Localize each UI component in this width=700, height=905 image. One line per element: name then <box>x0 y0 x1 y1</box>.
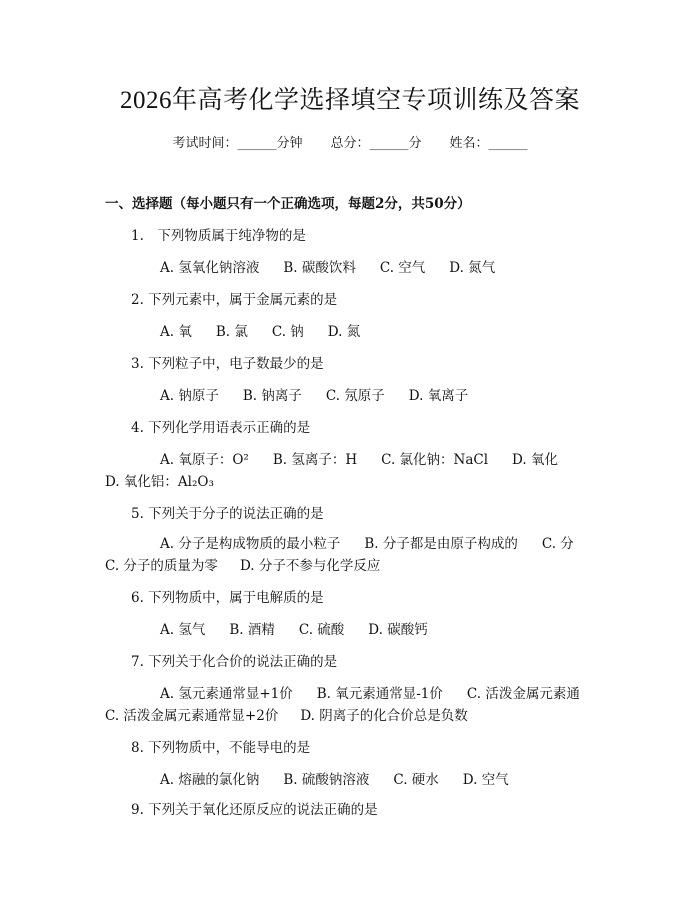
question-8-options <box>160 768 509 788</box>
option-c-start: C. 活泼金属元素通 <box>466 686 580 702</box>
question-1-options <box>160 256 495 276</box>
question-8: 8. 下列物质中，不能导电的是 <box>131 740 311 756</box>
option-d: D. 空气 <box>462 772 509 788</box>
option-c: C. 硫酸 <box>298 622 345 638</box>
option-d: D. 氮 <box>327 324 361 340</box>
option-a: A. 氢气 <box>160 622 206 638</box>
option-c: C. 分子的质量为零 <box>105 558 218 574</box>
question-4: 4. 下列化学用语表示正确的是 <box>131 420 311 436</box>
question-7-options <box>160 682 580 702</box>
option-b: B. 钠离子 <box>242 388 302 404</box>
option-b: B. 氧元素通常显-1价 <box>316 686 443 702</box>
option-d: D. 氧离子 <box>408 388 469 404</box>
score-unit: 分 <box>408 136 422 151</box>
question-4-option-d-wrap: D. 氧化铝：Al₂O₃ <box>105 474 214 490</box>
option-d-part1: D. 氧化 <box>512 452 558 468</box>
question-9: 9. 下列关于氧化还原反应的说法正确的是 <box>131 802 378 818</box>
score-blank: ______ <box>369 136 409 151</box>
option-b: B. 氯 <box>215 324 248 340</box>
question-2-options <box>160 320 360 340</box>
option-d: D. 碳酸钙 <box>368 622 428 638</box>
name-label: 姓名： <box>449 136 489 151</box>
option-b: B. 氢离子：H <box>272 452 358 468</box>
option-a: A. 氢氧化钠溶液 <box>160 260 260 276</box>
option-d: D. 阴离子的化合价总是负数 <box>300 708 468 724</box>
name-blank: ______ <box>488 136 528 151</box>
question-1: 1. 下列物质属于纯净物的是 <box>131 228 306 244</box>
question-5: 5. 下列关于分子的说法正确的是 <box>131 506 324 522</box>
option-a: A. 氧 <box>160 324 192 340</box>
question-6: 6. 下列物质中，属于电解质的是 <box>131 590 324 606</box>
option-a: A. 分子是构成物质的最小粒子 <box>160 536 341 552</box>
option-c: C. 氖原子 <box>325 388 385 404</box>
option-b: B. 硫酸钠溶液 <box>283 772 370 788</box>
option-a: A. 熔融的氯化钠 <box>160 772 260 788</box>
option-a: A. 氧原子：O² <box>160 452 249 468</box>
option-c: C. 钠 <box>271 324 304 340</box>
question-5-wrap <box>105 554 380 574</box>
page-title: 2026年高考化学选择填空专项训练及答案 <box>119 87 580 114</box>
question-5-options <box>160 532 574 552</box>
exam-info-line <box>0 132 700 151</box>
option-c: C. 氯化钠：NaCl <box>381 452 489 468</box>
option-a: A. 氢元素通常显+1价 <box>160 686 293 702</box>
score-label: 总分： <box>330 136 370 151</box>
time-label: 考试时间： <box>172 136 238 151</box>
option-a: A. 钠原子 <box>160 388 219 404</box>
option-d: D. 分子不参与化学反应 <box>239 558 381 574</box>
question-7-wrap <box>105 704 468 724</box>
time-blank: ______ <box>237 136 277 151</box>
option-c-start: C. 分 <box>541 536 574 552</box>
question-3-options <box>160 384 468 404</box>
time-unit: 分钟 <box>276 136 303 151</box>
option-b: B. 碳酸饮料 <box>283 260 356 276</box>
option-c: C. 硬水 <box>393 772 439 788</box>
option-d: D. 氮气 <box>449 260 496 276</box>
option-c: C. 活泼金属元素通常显+2价 <box>105 708 279 724</box>
option-c: C. 空气 <box>379 260 426 276</box>
question-4-options <box>160 448 558 468</box>
question-7: 7. 下列关于化合价的说法正确的是 <box>131 654 338 670</box>
question-6-options <box>160 618 428 638</box>
question-3: 3. 下列粒子中，电子数最少的是 <box>131 356 324 372</box>
option-b: B. 酒精 <box>229 622 275 638</box>
option-b: B. 分子都是由原子构成的 <box>364 536 518 552</box>
section-heading: 一、选择题（每小题只有一个正确选项，每题2分，共50分） <box>105 196 471 212</box>
question-2: 2. 下列元素中，属于金属元素的是 <box>131 292 338 308</box>
